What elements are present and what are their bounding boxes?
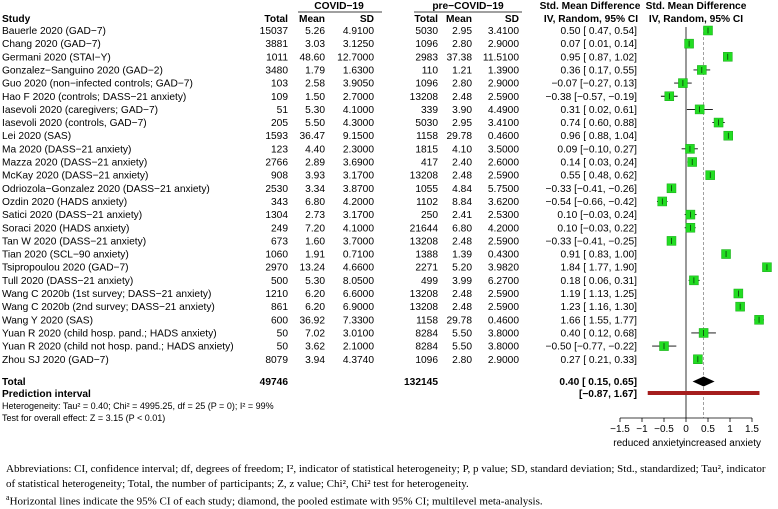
pre-covid-sd: 2.5900 — [487, 91, 519, 103]
covid-mean: 2.73 — [305, 210, 325, 222]
covid-mean: 5.50 — [305, 118, 325, 130]
covid-total: 343 — [271, 196, 288, 208]
pre-covid-mean: 4.84 — [452, 183, 472, 195]
overall-effect-text: Test for overall effect: Z = 3.15 (P < 0.01) — [2, 413, 166, 423]
pre-covid-total: 8284 — [415, 328, 438, 340]
covid-total: 103 — [271, 78, 288, 90]
pre-covid-sd: 1.3900 — [487, 65, 519, 77]
group-header-covid: COVID−19 — [314, 1, 364, 12]
col-header-study: Study — [2, 14, 31, 25]
pre-covid-mean: 2.80 — [452, 354, 472, 366]
group-header-smd-text: Std. Mean Difference — [539, 1, 641, 12]
covid-sd: 6.9000 — [342, 302, 374, 314]
pre-covid-sd: 2.6000 — [487, 157, 519, 169]
group-header-pre-covid: pre−COVID−19 — [432, 1, 504, 12]
smd-ci-text: 1.84 [ 1.77, 1.90] — [560, 262, 637, 274]
covid-total: 8079 — [265, 354, 288, 366]
note-marker: a — [6, 493, 10, 502]
pre-covid-sd: 3.5000 — [487, 144, 519, 156]
study-name: Bauerle 2020 (GAD−7) — [2, 26, 106, 37]
pre-covid-sd: 2.9000 — [487, 78, 519, 90]
covid-mean: 1.50 — [305, 91, 325, 103]
smd-ci-text: 0.50 [ 0.47, 0.54] — [560, 26, 637, 37]
pre-covid-total: 5030 — [415, 26, 438, 37]
study-name: Satici 2020 (DASS−21 anxiety) — [2, 210, 143, 222]
x-tick-label: 1.5 — [745, 424, 759, 435]
covid-mean: 5.30 — [305, 275, 325, 287]
pre-covid-mean: 6.80 — [452, 223, 472, 235]
pre-covid-mean: 3.99 — [452, 275, 472, 287]
pre-covid-total: 1096 — [415, 39, 438, 51]
covid-sd: 2.3000 — [342, 144, 374, 156]
pre-covid-total: 1158 — [416, 131, 438, 143]
covid-sd: 4.6600 — [342, 262, 374, 274]
smd-ci-text: −0.33 [−0.41, −0.25] — [545, 236, 637, 248]
smd-ci-text: 0.18 [ 0.06, 0.31] — [560, 275, 637, 287]
pre-covid-mean: 5.20 — [452, 262, 472, 274]
smd-ci-text: 0.95 [ 0.87, 1.02] — [560, 52, 637, 64]
pre-covid-total: 1388 — [415, 249, 438, 261]
pre-covid-sd: 2.5900 — [487, 289, 519, 300]
study-name: Germani 2020 (STAI−Y) — [2, 52, 111, 64]
pre-covid-total: 13208 — [409, 302, 438, 314]
pre-covid-total: 2271 — [415, 262, 438, 274]
pre-covid-sd: 2.9000 — [487, 39, 519, 51]
study-name: Tan W 2020 (DASS−21 anxiety) — [2, 236, 147, 248]
study-name: Gonzalez−Sanguino 2020 (GAD−2) — [2, 65, 163, 77]
pre-covid-mean: 3.90 — [452, 104, 472, 116]
study-name: Tian 2020 (SCL−90 anxiety) — [2, 249, 129, 261]
pre-covid-total: 5030 — [415, 118, 438, 130]
method-note-text: Horizontal lines indicate the 95% CI of each study; diamond, the pooled estimate with 95% CI; multilevel meta-analysis. — [9, 495, 543, 508]
covid-sd: 4.2000 — [342, 196, 374, 208]
study-name: Iasevoli 2020 (controls, GAD−7) — [2, 118, 147, 130]
pre-covid-sd: 2.5900 — [487, 236, 519, 248]
prediction-label: Prediction interval — [2, 389, 91, 400]
covid-total: 2530 — [265, 183, 288, 195]
covid-sd: 4.9100 — [342, 26, 374, 37]
smd-ci-text: −0.54 [−0.66, −0.42] — [545, 196, 637, 208]
study-name: Ma 2020 (DASS−21 anxiety) — [2, 144, 132, 156]
pre-covid-total: 417 — [421, 157, 438, 169]
pre-covid-total: 8284 — [415, 341, 438, 353]
pre-covid-mean: 1.39 — [452, 249, 472, 261]
pre-covid-sd: 3.6200 — [487, 196, 519, 208]
pre-covid-sd: 6.2700 — [487, 275, 519, 287]
total-pre-covid-n: 132145 — [404, 377, 438, 388]
abbreviations-note: Abbreviations: CI, confidence interval; df, degrees of freedom; I², indicator of statistical heterogeneity; P, p value; SD, standard deviation; Std., standardized; Tau², indicator of statistical heterogeneity; Total, the number of participants; Z, z value; Chi², Chi² test for heterogeneity. — [6, 463, 766, 490]
covid-mean: 1.60 — [305, 236, 325, 248]
covid-mean: 36.47 — [299, 131, 325, 143]
covid-mean: 3.62 — [305, 341, 325, 353]
smd-ci-text: 0.07 [ 0.01, 0.14] — [560, 39, 637, 51]
covid-mean: 2.58 — [305, 78, 325, 90]
covid-total: 600 — [271, 315, 288, 327]
heterogeneity-text: Heterogeneity: Tau² = 0.40; Chi² = 4995.25, df = 25 (P = 0); I² = 99% — [2, 401, 274, 411]
pre-covid-sd: 5.7500 — [487, 183, 519, 195]
covid-sd: 3.9050 — [342, 78, 374, 90]
x-tick-label: −1 — [636, 424, 648, 435]
pre-covid-mean: 2.41 — [452, 210, 472, 222]
pre-covid-sd: 2.9000 — [487, 354, 519, 366]
smd-ci-text: 0.96 [ 0.88, 1.04] — [560, 131, 637, 143]
smd-ci-text: −0.07 [−0.27, 0.13] — [551, 78, 637, 90]
covid-mean: 1.79 — [305, 65, 325, 77]
pre-covid-sd: 3.8000 — [487, 328, 519, 340]
smd-ci-text: 0.91 [ 0.83, 1.00] — [560, 249, 637, 261]
pre-covid-mean: 5.50 — [452, 328, 472, 340]
covid-mean: 3.93 — [305, 170, 325, 182]
pre-covid-total: 250 — [421, 210, 438, 222]
smd-ci-text: 1.66 [ 1.55, 1.77] — [560, 315, 637, 327]
smd-ci-text: 1.23 [ 1.16, 1.30] — [560, 302, 637, 314]
covid-mean: 3.34 — [305, 183, 325, 195]
covid-sd: 3.7000 — [342, 236, 374, 248]
col-header-total: Total — [264, 14, 288, 25]
covid-total: 50 — [276, 341, 288, 353]
covid-sd: 3.0100 — [342, 328, 374, 340]
x-tick-label: −0.5 — [654, 424, 674, 435]
covid-total: 861 — [271, 302, 288, 314]
study-name: Lei 2020 (SAS) — [2, 131, 72, 143]
covid-mean: 7.02 — [305, 328, 325, 340]
pre-covid-sd: 2.5900 — [487, 170, 519, 182]
smd-ci-text: 1.19 [ 1.13, 1.25] — [560, 289, 637, 300]
prediction-interval-bar — [648, 391, 760, 395]
pre-covid-total: 13208 — [409, 236, 438, 248]
pre-covid-total: 21644 — [409, 223, 438, 235]
covid-sd: 7.3300 — [342, 315, 374, 327]
covid-total: 123 — [271, 144, 288, 156]
study-name: Yuan R 2020 (child hosp. pand.; HADS anxiety) — [2, 328, 217, 340]
pre-covid-sd: 3.4100 — [487, 118, 519, 130]
pre-covid-mean: 2.48 — [452, 91, 472, 103]
covid-total: 1011 — [266, 52, 288, 64]
pre-covid-total: 499 — [421, 275, 438, 287]
col-header-ci: IV, Random, 95% CI — [543, 14, 639, 25]
covid-sd: 2.7000 — [342, 91, 374, 103]
col-header-sd-2: SD — [504, 14, 519, 25]
covid-mean: 5.26 — [305, 26, 325, 37]
covid-mean: 48.60 — [299, 52, 325, 64]
study-name: Hao F 2020 (controls; DASS−21 anxiety) — [2, 91, 187, 103]
covid-sd: 3.6900 — [342, 157, 374, 169]
covid-sd: 8.0500 — [342, 275, 374, 287]
covid-sd: 4.1000 — [342, 223, 374, 235]
pre-covid-sd: 4.2000 — [487, 223, 519, 235]
smd-ci-text: 0.74 [ 0.60, 0.88] — [560, 118, 637, 130]
pre-covid-sd: 3.4100 — [487, 26, 519, 37]
covid-total: 1060 — [265, 249, 288, 261]
pre-covid-total: 13208 — [409, 91, 438, 103]
covid-mean: 6.20 — [305, 302, 325, 314]
smd-ci-text: 0.31 [ 0.02, 0.61] — [560, 104, 637, 116]
covid-mean: 3.94 — [305, 354, 325, 366]
covid-mean: 6.20 — [305, 289, 325, 300]
covid-sd: 3.1700 — [342, 170, 374, 182]
col-header-ci-plot: IV, Random, 95% CI — [648, 14, 744, 25]
pre-covid-sd: 0.4600 — [487, 315, 519, 327]
x-tick-label: 1 — [727, 424, 733, 435]
pre-covid-total: 110 — [421, 65, 438, 77]
pre-covid-mean: 2.40 — [452, 157, 472, 169]
covid-mean: 4.40 — [305, 144, 325, 156]
pre-covid-mean: 2.80 — [452, 39, 472, 51]
pre-covid-mean: 2.80 — [452, 78, 472, 90]
pre-covid-sd: 2.5900 — [487, 302, 519, 314]
covid-total: 50 — [276, 328, 288, 340]
covid-mean: 13.24 — [299, 262, 325, 274]
covid-sd: 4.3000 — [342, 118, 374, 130]
pre-covid-mean: 8.84 — [452, 196, 472, 208]
covid-total: 3881 — [265, 39, 288, 51]
pre-covid-mean: 2.48 — [452, 236, 472, 248]
pre-covid-sd: 3.9820 — [487, 262, 519, 274]
pre-covid-mean: 2.95 — [452, 118, 472, 130]
covid-mean: 6.80 — [305, 196, 325, 208]
study-name: Soraci 2020 (HADS anxiety) — [2, 223, 130, 235]
smd-ci-text: 0.10 [−0.03, 0.22] — [557, 223, 637, 235]
col-header-total-2: Total — [414, 14, 438, 25]
pre-covid-total: 1055 — [415, 183, 438, 195]
prediction-ci-text: [−0.87, 1.67] — [578, 389, 637, 400]
covid-mean: 2.89 — [305, 157, 325, 169]
covid-total: 2970 — [265, 262, 288, 274]
covid-total: 1210 — [265, 289, 288, 300]
pre-covid-mean: 2.48 — [452, 170, 472, 182]
covid-total: 249 — [271, 223, 288, 235]
covid-sd: 0.7100 — [342, 249, 374, 261]
smd-ci-text: 0.14 [ 0.03, 0.24] — [560, 157, 637, 169]
pre-covid-mean: 29.78 — [446, 131, 472, 143]
x-tick-label: 0.5 — [701, 424, 715, 435]
covid-total: 3480 — [265, 65, 288, 77]
pre-covid-mean: 2.48 — [452, 302, 472, 314]
total-label: Total — [2, 377, 26, 388]
pre-covid-sd: 2.5300 — [487, 210, 519, 222]
study-name: Chang 2020 (GAD−7) — [2, 39, 101, 51]
col-header-sd: SD — [359, 14, 374, 25]
pre-covid-sd: 3.8000 — [487, 341, 519, 353]
smd-ci-text: 0.36 [ 0.17, 0.55] — [560, 65, 637, 77]
pre-covid-sd: 11.5100 — [482, 52, 519, 64]
study-name: Iasevoli 2020 (caregivers; GAD−7) — [2, 104, 158, 116]
footnotes — [6, 462, 766, 509]
covid-sd: 4.1000 — [342, 104, 374, 116]
total-covid-n: 49746 — [259, 377, 288, 388]
x-tick-label: −1.5 — [610, 424, 630, 435]
study-name: Odriozola−Gonzalez 2020 (DASS−21 anxiety) — [2, 183, 210, 195]
study-name: Mazza 2020 (DASS−21 anxiety) — [2, 157, 148, 169]
covid-mean: 1.91 — [305, 249, 325, 261]
pre-covid-mean: 4.10 — [452, 144, 472, 156]
study-name: McKay 2020 (DASS−21 anxiety) — [2, 170, 149, 182]
pre-covid-mean: 2.48 — [452, 289, 472, 300]
pre-covid-total: 1096 — [415, 354, 438, 366]
pre-covid-sd: 0.4600 — [487, 131, 519, 143]
pre-covid-mean: 1.21 — [452, 65, 472, 77]
covid-total: 500 — [271, 275, 288, 287]
pre-covid-total: 13208 — [409, 289, 438, 300]
pre-covid-mean: 29.78 — [446, 315, 472, 327]
x-label-reduced: reduced anxiety — [613, 438, 684, 449]
study-name: Tsipropoulou 2020 (GAD−7) — [2, 262, 129, 274]
pre-covid-total: 1102 — [416, 196, 438, 208]
col-header-mean: Mean — [298, 14, 325, 25]
smd-ci-text: 0.27 [ 0.21, 0.33] — [560, 354, 637, 366]
covid-total: 15037 — [259, 26, 288, 37]
covid-sd: 3.8700 — [342, 183, 374, 195]
covid-sd: 3.1250 — [342, 39, 374, 51]
study-name: Zhou SJ 2020 (GAD−7) — [2, 354, 109, 366]
smd-ci-text: −0.50 [−0.77, −0.22] — [545, 341, 637, 353]
pre-covid-mean: 5.50 — [452, 341, 472, 353]
pre-covid-mean: 2.95 — [452, 26, 472, 37]
covid-sd: 2.1000 — [342, 341, 374, 353]
smd-ci-text: −0.38 [−0.57, −0.19] — [545, 91, 637, 103]
pre-covid-sd: 4.4900 — [487, 104, 519, 116]
study-name: Wang Y 2020 (SAS) — [2, 315, 93, 327]
covid-total: 908 — [271, 170, 288, 182]
covid-sd: 9.1500 — [342, 131, 374, 143]
covid-total: 51 — [276, 104, 288, 116]
covid-total: 2766 — [265, 157, 288, 169]
x-tick-label: 0 — [683, 424, 689, 435]
pre-covid-total: 13208 — [409, 170, 438, 182]
covid-total: 1593 — [265, 131, 288, 143]
covid-sd: 1.6300 — [342, 65, 374, 77]
covid-sd: 3.1700 — [342, 210, 374, 222]
pre-covid-mean: 37.38 — [446, 52, 472, 64]
study-name: Tull 2020 (DASS−21 anxiety) — [2, 275, 134, 287]
covid-total: 205 — [271, 118, 288, 130]
group-header-smd-plot: Std. Mean Difference — [645, 1, 747, 12]
study-name: Guo 2020 (non−infected controls; GAD−7) — [2, 78, 193, 90]
x-label-increased: increased anxiety — [683, 438, 761, 449]
pre-covid-total: 2983 — [415, 52, 438, 64]
pre-covid-total: 1815 — [415, 144, 438, 156]
covid-mean: 3.03 — [305, 39, 325, 51]
pre-covid-sd: 0.4300 — [487, 249, 519, 261]
pre-covid-total: 339 — [421, 104, 438, 116]
covid-mean: 5.30 — [305, 104, 325, 116]
covid-sd: 4.3740 — [342, 354, 374, 366]
smd-ci-text: −0.33 [−0.41, −0.26] — [545, 183, 637, 195]
covid-mean: 36.92 — [299, 315, 325, 327]
pre-covid-total: 1158 — [416, 315, 438, 327]
covid-mean: 7.20 — [305, 223, 325, 235]
covid-sd: 6.6000 — [342, 289, 374, 300]
covid-total: 1304 — [265, 210, 288, 222]
smd-ci-text: 0.55 [ 0.48, 0.62] — [560, 170, 637, 182]
study-name: Wang C 2020b (1st survey; DASS−21 anxiety) — [2, 289, 212, 300]
col-header-mean-2: Mean — [445, 14, 472, 25]
study-name: Wang C 2020b (2nd survey; DASS−21 anxiety) — [2, 302, 215, 314]
covid-total: 109 — [271, 91, 288, 103]
method-note — [6, 491, 766, 509]
total-ci-text: 0.40 [ 0.15, 0.65] — [559, 377, 637, 388]
study-name: Ozdin 2020 (HADS anxiety) — [2, 196, 128, 208]
covid-total: 673 — [271, 236, 288, 248]
covid-sd: 12.7000 — [337, 52, 374, 64]
study-name: Yuan R 2020 (child not hosp. pand.; HADS anxiety) — [2, 341, 234, 353]
smd-ci-text: 0.09 [−0.10, 0.27] — [557, 144, 637, 156]
smd-ci-text: 0.40 [ 0.12, 0.68] — [560, 328, 637, 340]
smd-ci-text: 0.10 [−0.03, 0.24] — [557, 210, 637, 222]
pre-covid-total: 1096 — [415, 78, 438, 90]
pooled-diamond — [693, 377, 715, 387]
